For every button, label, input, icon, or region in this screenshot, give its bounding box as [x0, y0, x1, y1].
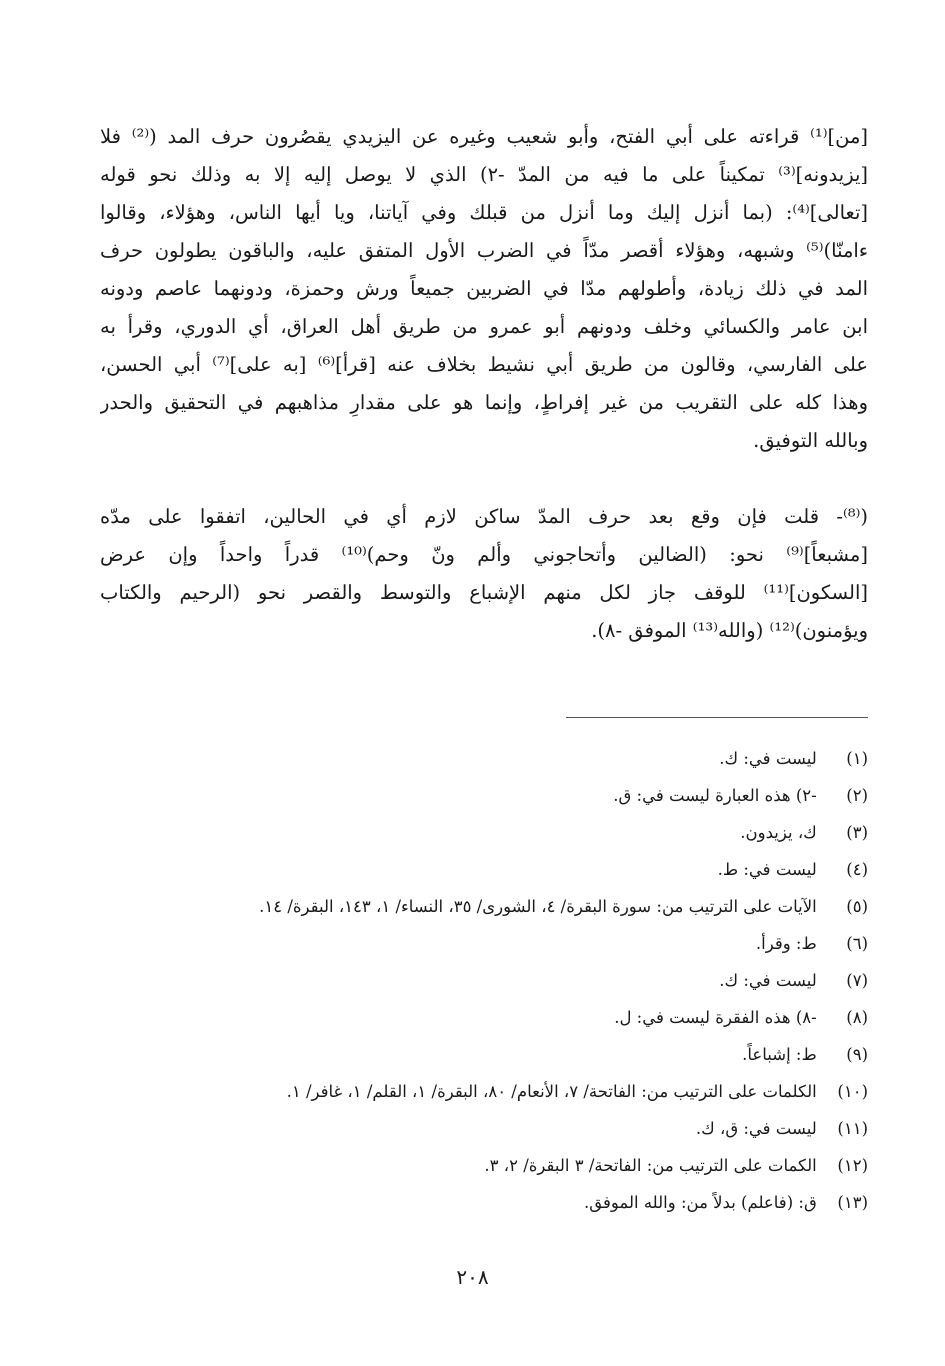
footnote-number: (٣) — [846, 823, 868, 842]
main-paragraph-2 — [100, 498, 868, 650]
footnote — [120, 1110, 868, 1147]
page-number: ٢٠٨ — [456, 1265, 489, 1289]
footnote — [120, 851, 868, 888]
footnote-text: ق: (فاعلم) بدلاً من: والله الموفق. — [584, 1193, 817, 1212]
text-line: وهذا كله على التقريب من غير إفراطٍ، وإنما هو على مقدارِ مذاهبهم في التحقيق والحدر — [100, 391, 868, 414]
footnote-number: (١٣) — [837, 1193, 868, 1212]
text-line: وبالله التوفيق. — [753, 429, 868, 452]
text-line: على الفارسي، وقالون من طريق أبي نشيط بخلاف عنه [قرأ]⁽⁶⁾ [به على]⁽⁷⁾ أبي الحسن، — [100, 353, 868, 376]
footnote — [120, 999, 868, 1036]
footnote-text: ط: إشباعاً. — [742, 1045, 817, 1064]
footnote-text: -٢) هذه العبارة ليست في: ق. — [613, 786, 817, 805]
footnote-number: (١) — [846, 749, 868, 768]
footnote-number: (١٢) — [837, 1156, 868, 1175]
text-line: [من]⁽¹⁾ قراءته على أبي الفتح، وأبو شعيب وغيره عن اليزيدي يقصُرون حرف المد (⁽²⁾ فلا — [100, 125, 868, 148]
text-line: المد في ذلك زيادة، وأطولهم مدّا في الضربين جميعاً ورش وحمزة، ودونهما عاصم ودونه — [100, 277, 868, 300]
footnote-text: ليست في: ك. — [719, 749, 817, 768]
footnote-number: (٢) — [846, 786, 868, 805]
footnote-number: (١٠) — [837, 1082, 868, 1101]
footnote — [120, 888, 868, 925]
footnote — [120, 814, 868, 851]
footnote-text: -٨) هذه الفقرة ليست في: ل. — [614, 1008, 817, 1027]
text-line: ابن عامر والكسائي وخلف ودونهم أبو عمرو من طريق أهل العراق، أي الدوري، وقرأ به — [100, 315, 868, 338]
footnote — [120, 962, 868, 999]
text-line: ءامنّا)⁽⁵⁾ وشبهه، وهؤلاء أقصر مدّاً في الضرب الأول المتفق عليه، والباقون يطولون حرف — [100, 239, 868, 262]
footnote-number: (٥) — [846, 897, 868, 916]
footnote — [120, 925, 868, 962]
footnote — [120, 1184, 868, 1221]
footnote-text: الكمات على الترتيب من: الفاتحة/ ٣ البقرة/ ٢، ٣. — [484, 1156, 817, 1175]
footnote-number: (٩) — [846, 1045, 868, 1064]
footnote-number: (٦) — [846, 934, 868, 953]
text-line: [مشبعاً]⁽⁹⁾ نحو: (الضالين وأتحاجوني وألم ونّ وحم)⁽¹⁰⁾ قدراً واحداً وإن عرض — [100, 543, 868, 566]
footnote-number: (٧) — [846, 971, 868, 990]
footnote-number: (٤) — [846, 860, 868, 879]
footnote-text: ليست في: ك. — [719, 971, 817, 990]
footnote-text: ليست في: ط. — [717, 860, 817, 879]
footnote-text: ط: وقرأ. — [755, 934, 817, 953]
footnote-separator — [566, 717, 868, 718]
footnote-number: (١١) — [837, 1119, 868, 1138]
footnote — [120, 1036, 868, 1073]
footnote-text: ليست في: ق، ك. — [695, 1119, 817, 1138]
footnote — [120, 1147, 868, 1184]
footnote — [120, 740, 868, 777]
footnote-text: ك، يزيدون. — [740, 823, 817, 842]
text-line: [السكون]⁽¹¹⁾ للوقف جاز لكل منهم الإشباع والتوسط والقصر نحو (الرحيم والكتاب — [100, 581, 868, 604]
footnote — [120, 1073, 868, 1110]
text-line: (⁽⁸⁾- قلت فإن وقع بعد حرف المدّ ساكن لازم أي في الحالين، اتفقوا على مدّه — [100, 505, 868, 528]
text-line: ويؤمنون)⁽¹²⁾ (والله⁽¹³⁾ الموفق -٨). — [591, 619, 868, 642]
main-paragraph-1 — [100, 118, 868, 460]
footnote-text: الآيات على الترتيب من: سورة البقرة/ ٤، الشورى/ ٣٥، النساء/ ١، ١٤٣، البقرة/ ١٤. — [259, 897, 817, 916]
footnote-text: الكلمات على الترتيب من: الفاتحة/ ٧، الأنعام/ ٨٠، البقرة/ ١، القلم/ ١، غافر/ ١. — [286, 1082, 817, 1101]
footnote-number: (٨) — [846, 1008, 868, 1027]
text-line: [يزيدونه]⁽³⁾ تمكيناً على ما فيه من المدّ -٢) الذي لا يوصل إليه إلا به وذلك نحو قوله — [100, 163, 868, 186]
footnote — [120, 777, 868, 814]
footnotes — [120, 740, 868, 1221]
text-line: [تعالى]⁽⁴⁾: (بما أنزل إليك وما أنزل من قبلك وفي آياتنا، ويا أيها الناس، وهؤلاء، وقالوا — [100, 201, 868, 224]
